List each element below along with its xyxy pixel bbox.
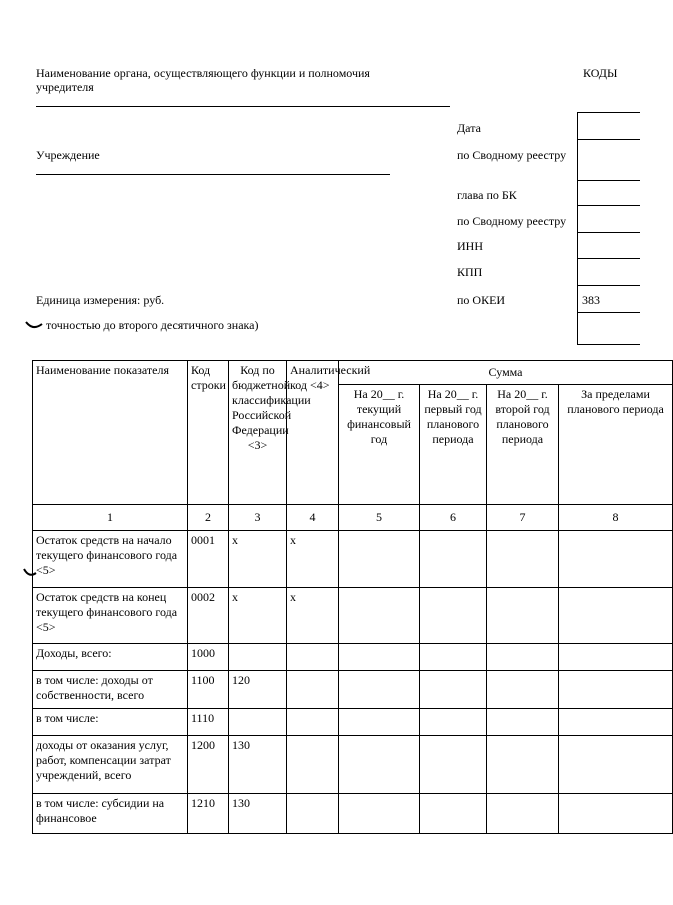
row-budget-code <box>229 709 287 736</box>
col-number: 7 <box>487 505 559 531</box>
founder-underline <box>36 106 450 107</box>
cell-current-year <box>339 709 420 736</box>
codes-box-line <box>577 232 640 233</box>
table-row <box>33 736 673 794</box>
codes-box-line <box>577 180 640 181</box>
row-analytic-code <box>287 709 339 736</box>
cell-second-plan-year <box>487 794 559 834</box>
code-label-date: Дата <box>457 121 481 135</box>
founder-label-line1: Наименование органа, осуществляющего функции и полномочия <box>36 66 370 80</box>
row-name: Остаток средств на начало текущего финансового года <5> <box>33 531 188 588</box>
code-label-inn: ИНН <box>457 239 483 253</box>
table-row <box>33 671 673 709</box>
row-code: 1100 <box>188 671 229 709</box>
row-analytic-code: x <box>287 531 339 588</box>
col-header-second-plan-year: На 20__ г. второй год планового периода <box>487 385 559 505</box>
row-code: 1000 <box>188 644 229 671</box>
cell-beyond-plan <box>559 709 673 736</box>
codes-title: КОДЫ <box>583 66 618 80</box>
codes-box-line <box>577 312 640 313</box>
col-number: 5 <box>339 505 420 531</box>
codes-box-line <box>577 258 640 259</box>
okei-value: 383 <box>582 293 600 307</box>
codes-box-line <box>577 344 640 345</box>
row-analytic-code <box>287 671 339 709</box>
col-number: 6 <box>420 505 487 531</box>
cell-second-plan-year <box>487 588 559 644</box>
codes-box-line <box>577 285 640 286</box>
codes-box-left-border <box>577 112 578 344</box>
founder-label-line2: учредителя <box>36 80 94 94</box>
cell-first-plan-year <box>420 644 487 671</box>
plan-table <box>32 360 673 834</box>
row-code: 0001 <box>188 531 229 588</box>
code-label-registry-2: по Сводному реестру <box>457 214 567 228</box>
unit-label: Единица измерения: руб. <box>36 293 165 307</box>
row-name: Доходы, всего: <box>33 644 188 671</box>
table-row <box>33 531 673 588</box>
cell-current-year <box>339 644 420 671</box>
institution-label: Учреждение <box>36 148 100 162</box>
row-name: доходы от оказания услуг, работ, компенсации затрат учреждений, всего <box>33 736 188 794</box>
col-number: 1 <box>33 505 188 531</box>
col-header-first-plan-year: На 20__ г. первый год планового периода <box>420 385 487 505</box>
table-row <box>33 709 673 736</box>
row-budget-code: x <box>229 588 287 644</box>
cell-current-year <box>339 588 420 644</box>
row-code: 0002 <box>188 588 229 644</box>
col-header-current-year: На 20__ г. текущий финансовый год <box>339 385 420 505</box>
col-header-name: Наименование показателя <box>33 361 188 505</box>
row-analytic-code <box>287 736 339 794</box>
row-analytic-code <box>287 794 339 834</box>
cell-second-plan-year <box>487 531 559 588</box>
col-header-beyond-plan: За пределами планового периода <box>559 385 673 505</box>
row-name: в том числе: доходы от собственности, всего <box>33 671 188 709</box>
col-header-sum: Сумма <box>339 361 673 385</box>
row-analytic-code: x <box>287 588 339 644</box>
row-budget-code: x <box>229 531 287 588</box>
cell-second-plan-year <box>487 671 559 709</box>
cell-second-plan-year <box>487 709 559 736</box>
code-label-kpp: КПП <box>457 265 483 279</box>
cell-beyond-plan <box>559 531 673 588</box>
row-analytic-code <box>287 644 339 671</box>
codes-box-line <box>577 205 640 206</box>
cell-beyond-plan <box>559 794 673 834</box>
row-name: в том числе: <box>33 709 188 736</box>
cell-first-plan-year <box>420 671 487 709</box>
table-row <box>33 644 673 671</box>
cell-first-plan-year <box>420 736 487 794</box>
col-number: 2 <box>188 505 229 531</box>
precision-note: точностью до второго десятичного знака) <box>46 318 259 332</box>
col-header-analytic-code: Аналитический код <4> <box>287 361 339 505</box>
institution-underline <box>36 174 390 175</box>
code-label-bk-head: глава по БК <box>457 188 517 202</box>
col-number: 8 <box>559 505 673 531</box>
cell-beyond-plan <box>559 736 673 794</box>
col-header-budget-code: Код по бюджетной классификации Российской Федерации <3> <box>229 361 287 505</box>
cell-beyond-plan <box>559 644 673 671</box>
scan-mark <box>22 566 38 580</box>
scan-mark <box>24 318 44 332</box>
cell-first-plan-year <box>420 588 487 644</box>
row-name: в том числе: субсидии на финансовое <box>33 794 188 834</box>
row-code: 1200 <box>188 736 229 794</box>
cell-first-plan-year <box>420 709 487 736</box>
code-label-registry-1: по Сводному реестру <box>457 148 567 162</box>
cell-current-year <box>339 671 420 709</box>
col-number: 4 <box>287 505 339 531</box>
row-name: Остаток средств на конец текущего финансового года <5> <box>33 588 188 644</box>
cell-second-plan-year <box>487 644 559 671</box>
row-budget-code: 130 <box>229 736 287 794</box>
cell-beyond-plan <box>559 671 673 709</box>
col-header-row-code: Код строки <box>188 361 229 505</box>
row-budget-code: 120 <box>229 671 287 709</box>
table-row <box>33 588 673 644</box>
row-budget-code <box>229 644 287 671</box>
row-code: 1110 <box>188 709 229 736</box>
cell-second-plan-year <box>487 736 559 794</box>
table-row <box>33 794 673 834</box>
col-number: 3 <box>229 505 287 531</box>
codes-box-line <box>577 112 640 113</box>
cell-current-year <box>339 736 420 794</box>
row-code: 1210 <box>188 794 229 834</box>
cell-current-year <box>339 794 420 834</box>
codes-box-line <box>577 139 640 140</box>
cell-first-plan-year <box>420 794 487 834</box>
cell-current-year <box>339 531 420 588</box>
row-budget-code: 130 <box>229 794 287 834</box>
cell-beyond-plan <box>559 588 673 644</box>
code-label-okei: по ОКЕИ <box>457 293 506 307</box>
cell-first-plan-year <box>420 531 487 588</box>
